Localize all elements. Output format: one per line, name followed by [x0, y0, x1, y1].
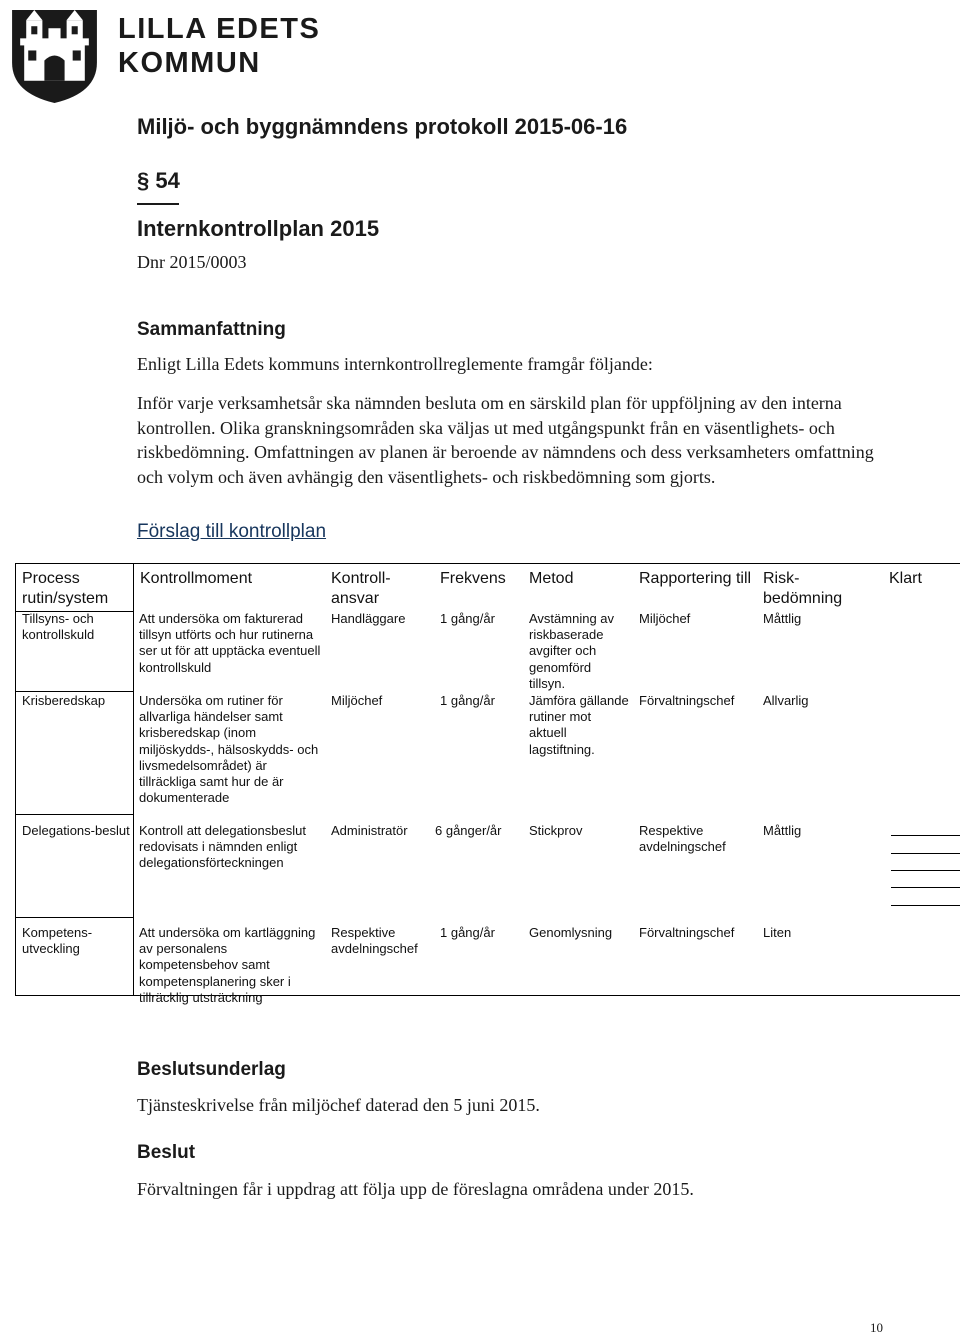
- basis-heading: Beslutsunderlag: [137, 1059, 286, 1080]
- table-cell: 1 gång/år: [440, 693, 495, 708]
- header-control-responsible: Kontroll-ansvar: [331, 570, 391, 607]
- table-cell: Administratör: [331, 823, 408, 838]
- decision-heading: Beslut: [137, 1142, 196, 1163]
- table-cell: Förvaltningschef: [639, 925, 735, 940]
- table-cell: Krisberedskap: [22, 693, 106, 708]
- summary-paragraph-2: Inför varje verksamhetsår ska nämnden besluta om en särskild plan för uppföljning av den interna kontrollen. Olika granskningsområden ska väljas ut med utgångspunkt från en väsentlighets- och riskbedömning. Omfattningen av planen är beroende av nämndens och dess verksamheters omfattning och volym och även avhängig den väsentlighets- och riskbedömning som gjorts.: [137, 393, 874, 487]
- decision-text: Förvaltningen får i uppdrag att följa upp de föreslagna områdena under 2015.: [137, 1179, 694, 1199]
- table-cell: Tillsyns- och kontrollskuld: [22, 611, 95, 643]
- logo-text: LILLA EDETS KOMMUN: [118, 13, 321, 79]
- table-cell: 6 gånger/år: [435, 823, 502, 838]
- table-cell: Delegations-beslut: [22, 823, 130, 838]
- summary-heading: Sammanfattning: [137, 319, 286, 340]
- table-cell: Respektive avdelningschef: [639, 823, 726, 855]
- header-frequency: Frekvens: [440, 570, 506, 587]
- table-cell: Kompetens-utveckling: [22, 925, 93, 957]
- table-cell: Handläggare: [331, 611, 406, 626]
- section-heading: Internkontrollplan 2015: [137, 216, 380, 241]
- table-cell: Avstämning av riskbaserade avgifter och genomförd tillsyn.: [529, 611, 615, 691]
- table-cell: Miljöchef: [639, 611, 691, 626]
- table-cell: Genomlysning: [529, 925, 613, 940]
- proposal-link[interactable]: Förslag till kontrollplan: [137, 521, 327, 542]
- header-done: Klart: [889, 570, 922, 587]
- table-cell: 1 gång/år: [440, 611, 495, 626]
- table-cell: Jämföra gällande rutiner mot aktuell lagstiftning.: [529, 693, 629, 757]
- table-cell: Förvaltningschef: [639, 693, 735, 708]
- table-cell: Allvarlig: [763, 693, 809, 708]
- table-cell: Att undersöka om fakturerad tillsyn utförts och hur rutinerna ser ut för att upptäcka eventuell kontrollskuld: [139, 611, 321, 675]
- table-cell: Måttlig: [763, 611, 802, 626]
- header-control-moment: Kontrollmoment: [140, 570, 253, 587]
- basis-text: Tjänsteskrivelse från miljöchef daterad den 5 juni 2015.: [137, 1095, 540, 1115]
- table-cell: 1 gång/år: [440, 925, 495, 940]
- header-process: Process rutin/system: [22, 570, 109, 607]
- table-cell: Liten: [763, 925, 792, 940]
- control-plan-table: [15, 563, 960, 1005]
- table-cell: Respektive avdelningschef: [331, 925, 418, 957]
- header-reporting: Rapportering till: [639, 570, 752, 587]
- document-title: Miljö- och byggnämndens protokoll 2015-06-16: [137, 114, 628, 139]
- table-cell: Stickprov: [529, 823, 583, 838]
- paragraph-underline: [137, 203, 179, 205]
- table-cell: Miljöchef: [331, 693, 383, 708]
- paragraph-number: § 54: [137, 168, 180, 193]
- header-method: Metod: [529, 570, 574, 587]
- page-number: 10: [870, 1320, 883, 1335]
- registration-number: Dnr 2015/0003: [137, 252, 247, 272]
- table-cell: Undersöka om rutiner för allvarliga händelser samt krisberedskap (inom miljöskydds-, hälsoskydds- och livsmedelsområdet) är tillräckliga samt hur de är dokumenterade: [139, 693, 319, 806]
- coat-of-arms-logo-icon: [4, 4, 105, 105]
- table-cell: Kontroll att delegationsbeslut redovisats i nämnden enligt delegationsförteckningen: [139, 823, 306, 871]
- header-risk: Risk-bedömning: [763, 570, 843, 607]
- summary-paragraph-1: Enligt Lilla Edets kommuns internkontrollreglemente framgår följande:: [137, 354, 653, 374]
- table-cell: Måttlig: [763, 823, 802, 838]
- table-cell: Att undersöka om kartläggning av personalens kompetensbehov samt kompetensplanering sker i tillräcklig utsträckning: [139, 925, 316, 1005]
